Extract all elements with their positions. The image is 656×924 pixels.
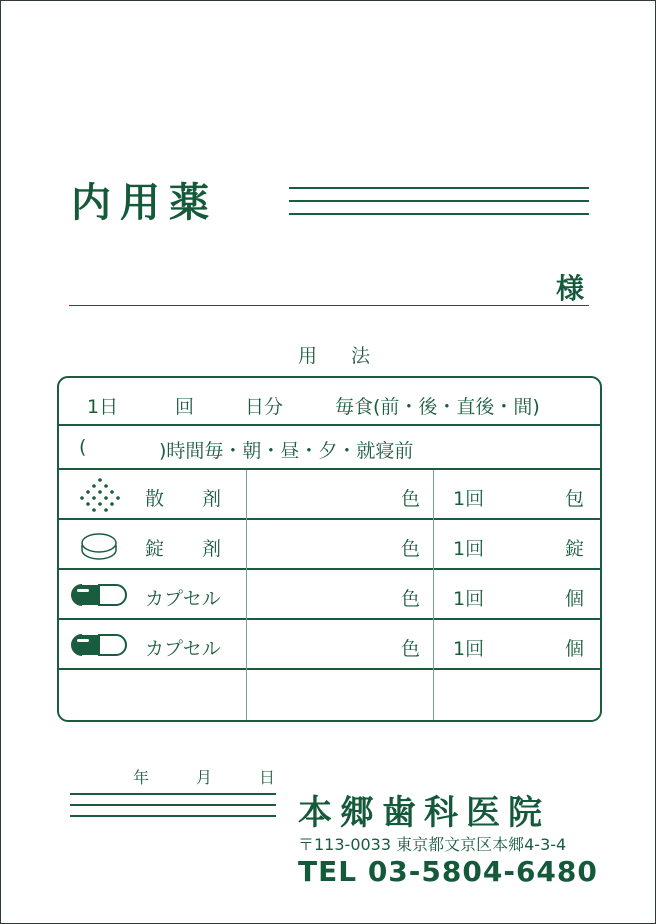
interval-label: )時間毎・朝・昼・夕・就寝前 bbox=[159, 440, 414, 462]
times-label: 回 bbox=[175, 396, 195, 418]
meal-timing-label: 毎食(前・後・直後・間) bbox=[335, 396, 540, 418]
year-label: 年 bbox=[133, 768, 150, 787]
open-paren: ( bbox=[79, 436, 87, 458]
footer-decoration-lines bbox=[70, 793, 276, 826]
once-label: 1回 bbox=[453, 638, 485, 660]
tablet-icon bbox=[79, 528, 119, 562]
once-label: 1回 bbox=[453, 488, 485, 510]
medicine-row-powder bbox=[59, 470, 600, 520]
clinic-name: 本郷歯科医院 bbox=[298, 793, 550, 833]
column-divider bbox=[433, 470, 434, 720]
divider bbox=[289, 187, 589, 189]
usage-heading: 用 法 bbox=[298, 345, 385, 367]
per-day-label: 1日 bbox=[87, 396, 119, 418]
divider bbox=[70, 804, 276, 806]
divider bbox=[289, 213, 589, 215]
medicine-type-label: カプセル bbox=[145, 588, 221, 610]
title-decoration-lines bbox=[289, 187, 589, 226]
once-label: 1回 bbox=[453, 588, 485, 610]
divider bbox=[70, 815, 276, 817]
color-label: 色 bbox=[401, 488, 421, 510]
medicine-type-label: 散 剤 bbox=[145, 488, 222, 510]
medicine-row-tablet bbox=[59, 520, 600, 570]
unit-label: 錠 bbox=[565, 538, 585, 560]
capsule-icon bbox=[69, 583, 129, 607]
unit-label: 個 bbox=[565, 588, 585, 610]
color-label: 色 bbox=[401, 638, 421, 660]
month-label: 月 bbox=[196, 768, 213, 787]
dosage-row bbox=[59, 378, 600, 426]
blank-row[interactable] bbox=[59, 670, 600, 720]
once-label: 1回 bbox=[453, 538, 485, 560]
clinic-address: 〒113-0033 東京都文京区本郷4-3-4 bbox=[298, 835, 567, 854]
usage-table bbox=[57, 376, 602, 722]
medicine-type-label: カプセル bbox=[145, 638, 221, 660]
recipient-suffix: 様 bbox=[556, 272, 585, 305]
powder-icon bbox=[73, 477, 127, 513]
capsule-icon bbox=[69, 633, 129, 657]
column-divider bbox=[246, 470, 247, 720]
medicine-row-capsule bbox=[59, 620, 600, 670]
medicine-type-label: 錠 剤 bbox=[145, 538, 222, 560]
recipient-name-line[interactable] bbox=[69, 305, 589, 306]
color-label: 色 bbox=[401, 588, 421, 610]
page-title: 内用薬 bbox=[71, 180, 218, 226]
interval-row bbox=[59, 426, 600, 470]
day-label: 日 bbox=[259, 768, 276, 787]
unit-label: 包 bbox=[565, 488, 585, 510]
color-label: 色 bbox=[401, 538, 421, 560]
divider bbox=[70, 793, 276, 795]
unit-label: 個 bbox=[565, 638, 585, 660]
clinic-phone: TEL 03-5804-6480 bbox=[298, 855, 598, 888]
divider bbox=[289, 200, 589, 202]
medicine-row-capsule bbox=[59, 570, 600, 620]
days-label: 日分 bbox=[245, 396, 284, 418]
